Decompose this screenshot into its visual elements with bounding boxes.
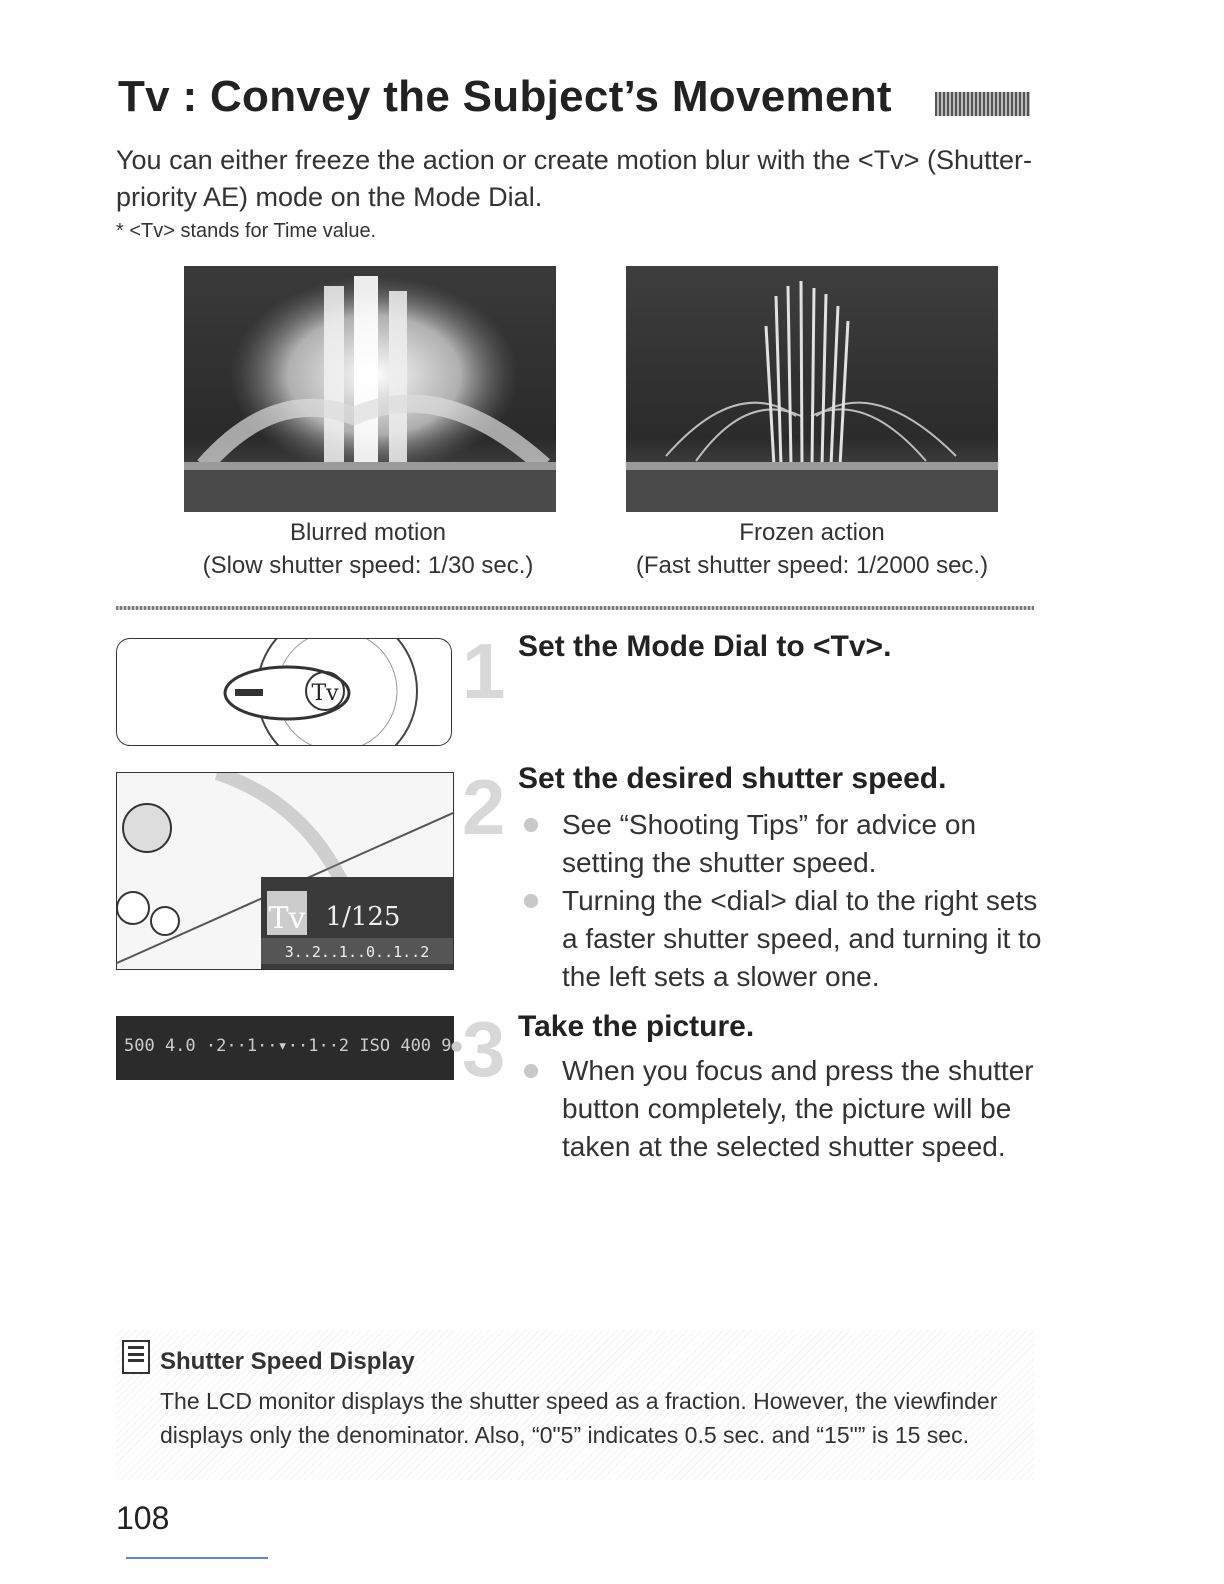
mode-dial-illustration <box>116 638 452 746</box>
photo-caption-frozen <box>602 516 1022 582</box>
step-1-number: 1 <box>462 627 506 715</box>
step-2-bullet: See “Shooting Tips” for advice on setting the shutter speed. <box>518 806 1058 882</box>
step-3-heading: Take the picture. <box>518 1010 755 1043</box>
step-2-bullets <box>518 806 1058 996</box>
title-decoration-bar <box>935 92 1030 116</box>
shutter-dial-illustration <box>116 772 454 970</box>
tip-heading: Shutter Speed Display <box>160 1348 415 1375</box>
intro-note: * <Tv> stands for Time value. <box>116 220 377 242</box>
bullet-icon <box>524 894 538 908</box>
viewfinder-readout: 500 4.0 ·2··1··▾··1··2 ISO 400 9● <box>124 1036 462 1056</box>
step-3-bullets <box>518 1052 1048 1166</box>
step-1-heading: Set the Mode Dial to <Tv>. <box>518 630 892 663</box>
blurred-motion-photo <box>184 266 556 512</box>
memo-icon <box>122 1340 150 1374</box>
mode-dial-tv-label: Tv <box>311 681 339 706</box>
tip-body: The LCD monitor displays the shutter speed as a fraction. However, the viewfinder displays only the denominator. Also, “0"5” indicates 0.5 sec. and “15"” is 15 sec. <box>160 1388 998 1448</box>
intro-paragraph: You can either freeze the action or create motion blur with the <Tv> (Shutter-priority AE) mode on the Mode Dial. <box>116 145 1032 212</box>
footer-link-underline <box>126 1557 268 1559</box>
step-2-bullet: Turning the <dial> dial to the right sets a faster shutter speed, and turning it to the left sets a slower one. <box>518 882 1058 996</box>
step-3-bullet: When you focus and press the shutter button completely, the picture will be taken at the selected shutter speed. <box>518 1052 1048 1166</box>
caption-detail: (Fast shutter speed: 1/2000 sec.) <box>635 552 989 579</box>
step-2-heading: Set the desired shutter speed. <box>518 762 947 795</box>
page-title: Tv : Convey the Subject’s Movement <box>118 72 892 121</box>
step-2-number: 2 <box>462 763 506 851</box>
lcd-exposure-scale: 3..2..1..0..1..2 <box>284 943 430 961</box>
caption-title: Frozen action <box>739 519 885 546</box>
caption-title: Blurred motion <box>289 519 447 546</box>
section-divider <box>116 606 1034 610</box>
frozen-action-photo <box>626 266 998 512</box>
viewfinder-display <box>116 1016 462 1080</box>
lcd-mode-text: Tv <box>268 901 306 936</box>
photo-caption-blurred <box>158 516 578 582</box>
page-number: 108 <box>116 1500 170 1536</box>
bullet-icon <box>524 818 538 832</box>
caption-detail: (Slow shutter speed: 1/30 sec.) <box>202 552 534 579</box>
step-3-number: 3 <box>462 1005 506 1093</box>
bullet-icon <box>524 1064 538 1078</box>
lcd-speed-text: 1/125 <box>325 902 401 932</box>
